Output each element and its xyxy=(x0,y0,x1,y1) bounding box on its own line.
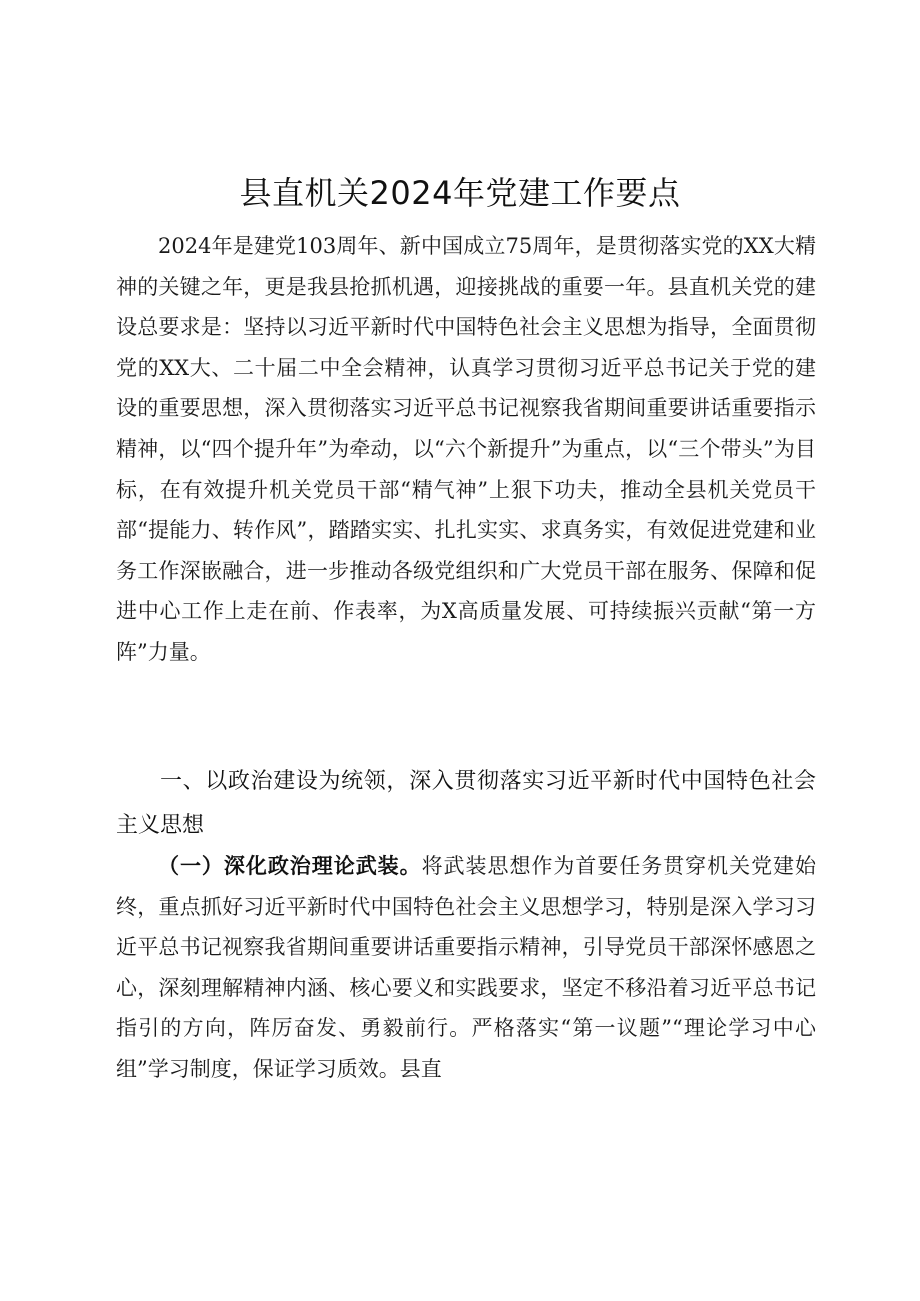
subsection-one-paragraph xyxy=(116,846,816,1090)
subsection-one-heading: （一）深化政治理论武装。 xyxy=(158,854,422,878)
document-title: 县直机关2024年党建工作要点 xyxy=(239,174,681,212)
intro-paragraph: 2024年是建党103周年、新中国成立75周年，是贯彻落实党的XX大精神的关键之年，更是我县抢抓机遇，迎接挑战的重要一年。县直机关党的建设总要求是：坚持以习近平新时代中国特色社会主义思想为指导，全面贯彻党的XX大、二十届二中全会精神，认真学习贯彻习近平总书记关于党的建设的重要思想，深入贯彻落实习近平总书记视察我省期间重要讲话重要指示精神，以“四个提升年”为牵动，以“六个新提升”为重点，以“三个带头”为目标，在有效提升机关党员干部“精气神”上狠下功夫，推动全县机关党员干部“提能力、转作风”，踏踏实实、扎扎实实、求真务实，有效促进党建和业务工作深嵌融合，进一步推动各级党组织和广大党员干部在服务、保障和促进中心工作上走在前、作表率，为X高质量发展、可持续振兴贡献“第一方阵”力量。 xyxy=(116,234,816,664)
subsection-one-text: 将武装思想作为首要任务贯穿机关党建始终，重点抓好习近平新时代中国特色社会主义思想学习，特别是深入学习习近平总书记视察我省期间重要讲话重要指示精神，引导党员干部深怀感恩之心，深刻理解精神内涵、核心要义和实践要求，坚定不移沿着习近平总书记指引的方向，阵厉奋发、勇毅前行。严格落实“第一议题”“理论学习中心组”学习制度，保证学习质效。县直 xyxy=(116,854,817,1081)
section-one-heading: 一、以政治建设为统领，深入贯彻落实习近平新时代中国特色社会主义思想 xyxy=(116,769,816,838)
